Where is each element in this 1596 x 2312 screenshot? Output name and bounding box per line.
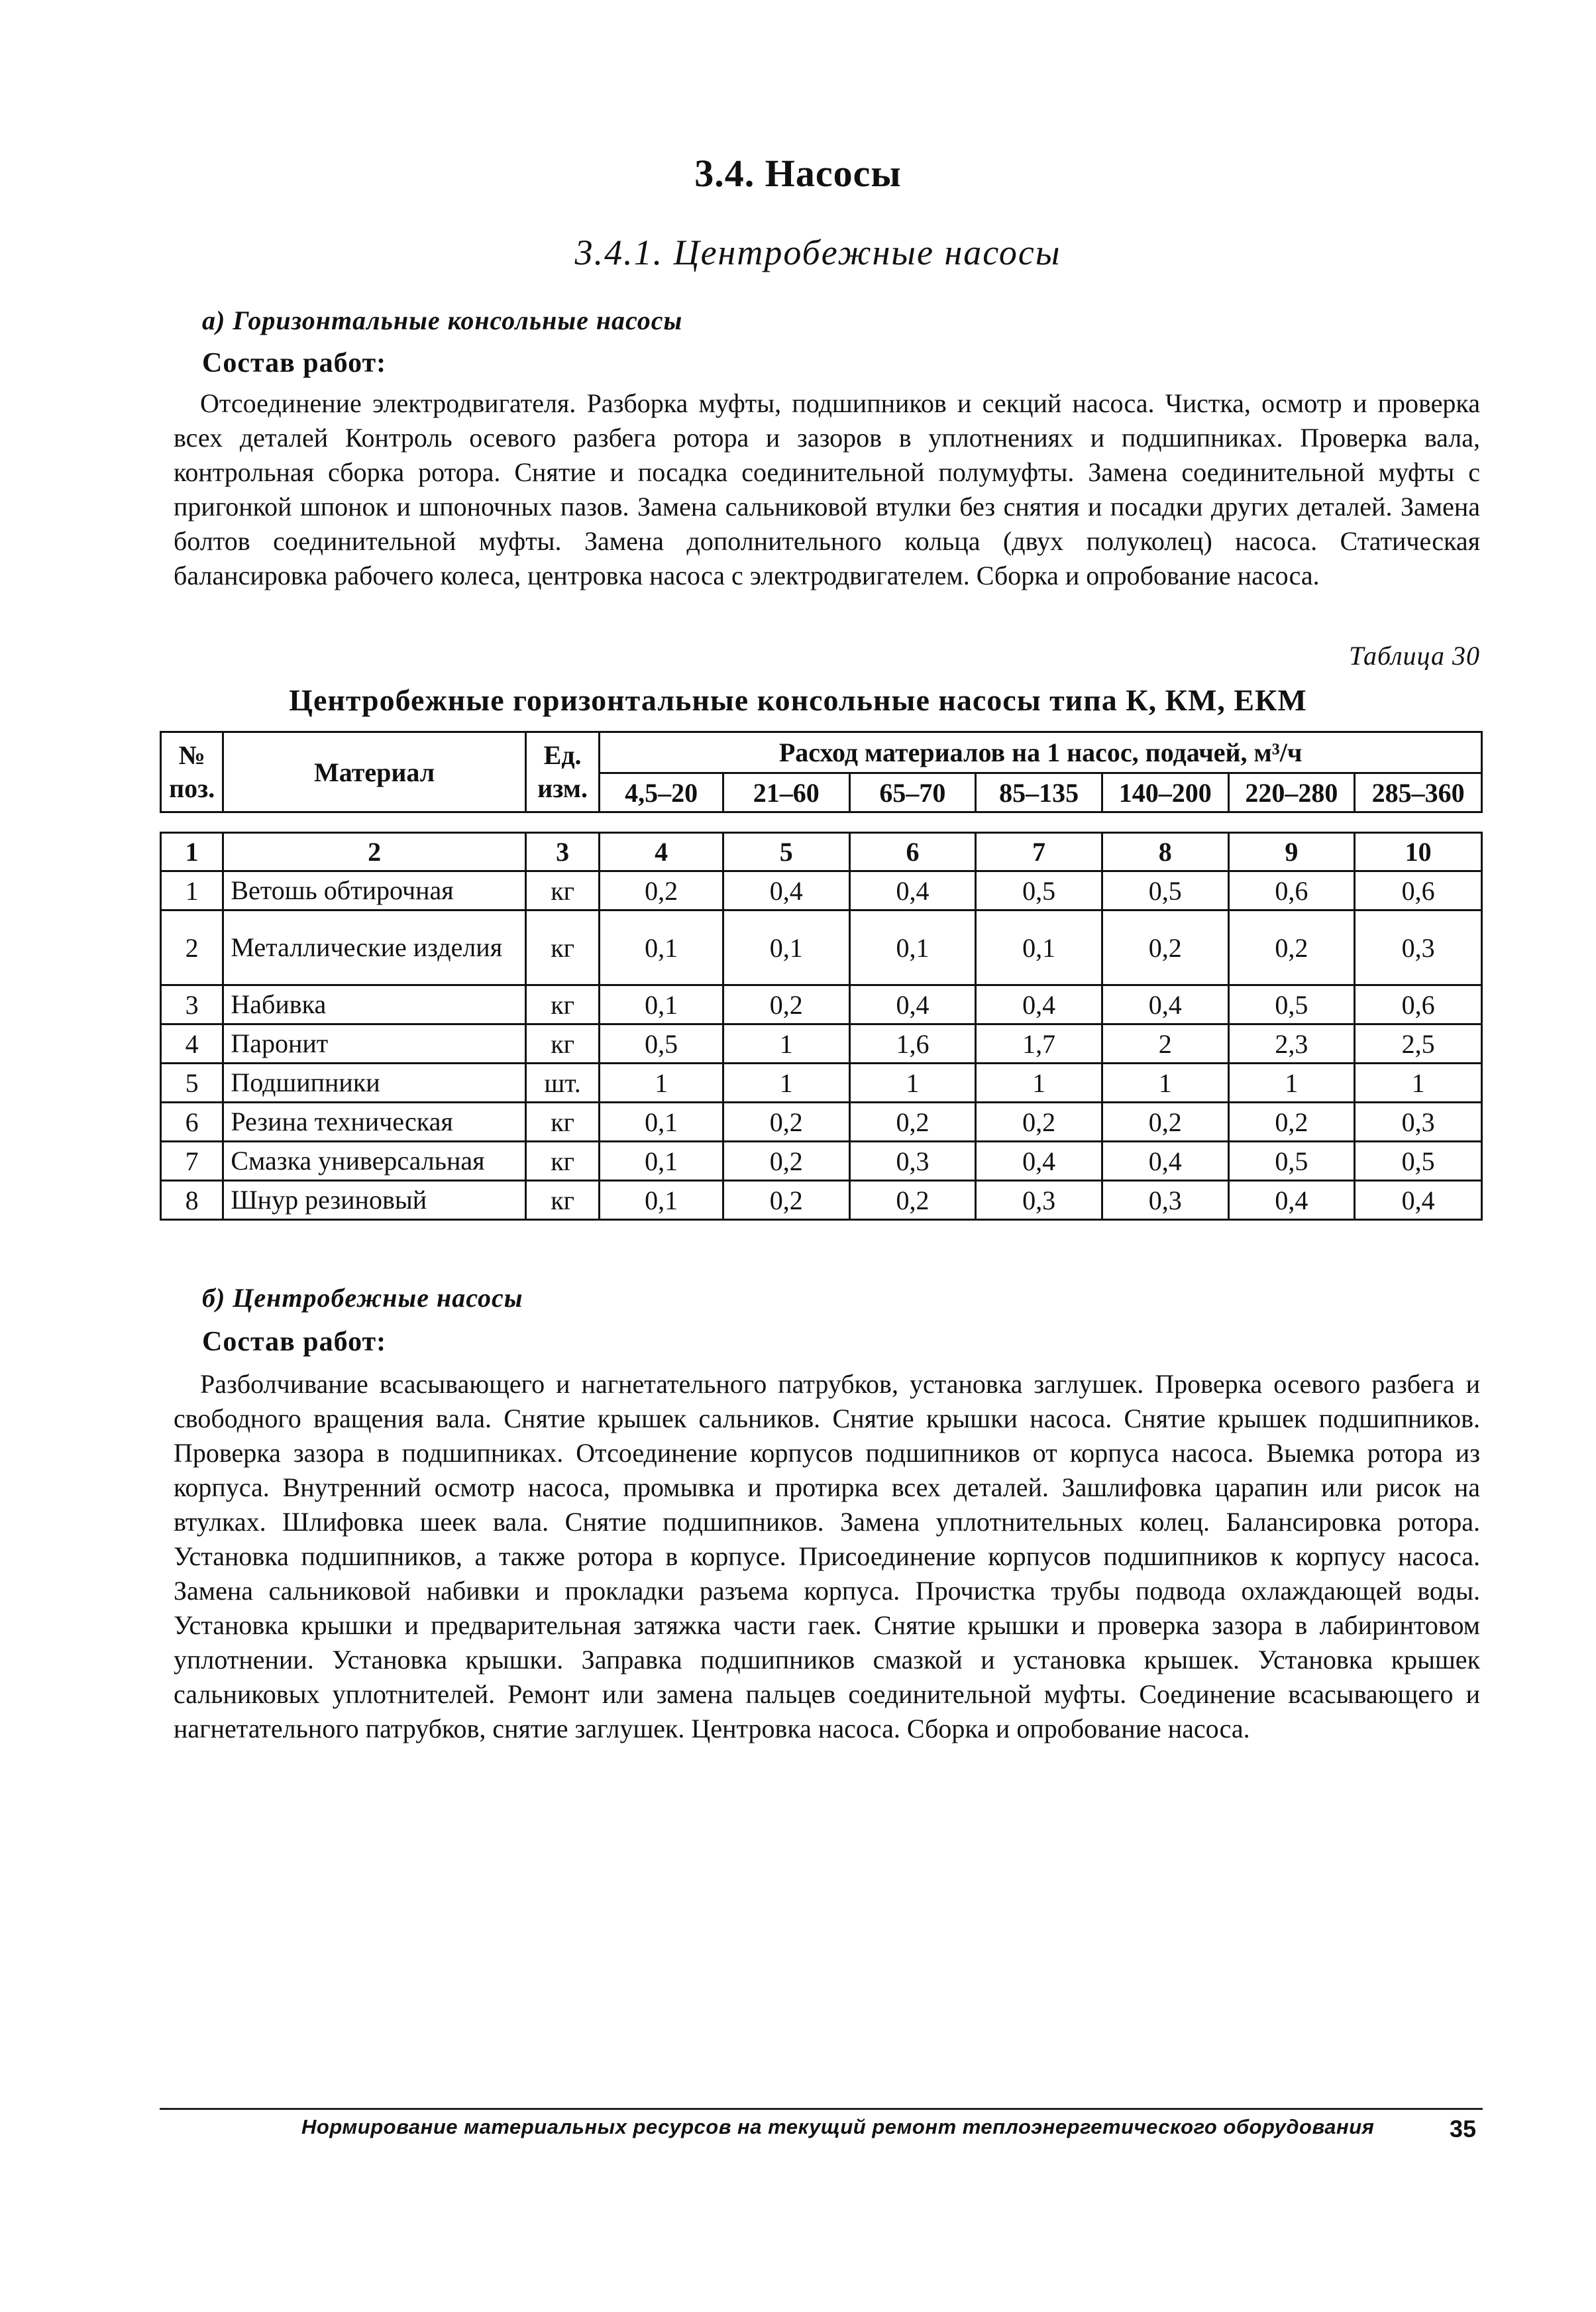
row-value: 0,5 <box>1102 871 1228 910</box>
row-value: 0,3 <box>1102 1181 1228 1220</box>
header-unit: Ед. изм. <box>525 732 599 812</box>
row-value: 0,2 <box>1228 1103 1355 1142</box>
column-number: 6 <box>849 833 976 871</box>
row-num: 6 <box>161 1103 223 1142</box>
part-b-text: Разболчивание всасывающего и нагнетательного патрубков, установка заглушек. Проверка осевого разбега и свободного вращения вала. Снятие крышек сальников. Снятие крышки насоса. Снятие крышек подшипников. Проверка зазора в подшипниках. Отсоединение корпусов подшипников от корпуса насоса. Выемка ротора из корпуса. Внутренний осмотр насоса, промывка и протирка всех деталей. Зашлифовка царапин или рисок на втулках. Шлифовка шеек вала. Снятие подшипников. Замена уплотнительных колец. Балансировка ротора. Установка подшипников, а также ротора в корпусе. Присоединение корпусов подшипников к корпусу насоса. Замена сальниковой набивки и прокладки разъема корпуса. Прочистка трубы подвода охлаждающей воды. Установка крышки и предварительная затяжка части гаек. Снятие крышки и проверка зазора в лабиринтовом уплотнении. Установка крышки. Заправка подшипников смазкой и установка крышек. Установка крышек сальниковых уплотнителей. Ремонт или замена пальцев соединительной муфты. Соединение всасывающего и нагнетательного патрубков, снятие заглушек. Центровка насоса. Сборка и опробование насоса. <box>174 1369 1480 1743</box>
header-num: № поз. <box>161 732 223 812</box>
row-value: 1 <box>723 1064 849 1103</box>
subsection-title: 3.4.1. Центробежные насосы <box>574 233 1061 272</box>
row-value: 0,5 <box>1355 1142 1482 1181</box>
row-value: 0,2 <box>849 1103 976 1142</box>
column-number: 9 <box>1228 833 1355 871</box>
row-value: 0,6 <box>1228 871 1355 910</box>
table-row <box>161 910 1482 985</box>
table-row <box>161 985 1482 1024</box>
part-a-text: Отсоединение электродвигателя. Разборка муфты, подшипников и секций насоса. Чистка, осмотр и проверка всех деталей Контроль осевого разбега ротора и зазоров в уплотнениях и подшипниках. Проверка вала, контрольная сборка ротора. Снятие и посадка соединительной полумуфты. Замена соединительной муфты с пригонкой шпонок и шпоночных пазов. Замена сальниковой втулки без снятия и посадки других деталей. Замена болтов соединительной муфты. Замена дополнительного кольца (двух полуколец) насоса. Статическая балансировка рабочего колеса, центровка насоса с электродвигателем. Сборка и опробование насоса. <box>174 388 1480 590</box>
row-value: 0,2 <box>849 1181 976 1220</box>
row-value: 0,2 <box>976 1103 1102 1142</box>
column-number: 7 <box>976 833 1102 871</box>
row-unit: кг <box>525 910 599 985</box>
footer-text: Нормирование материальных ресурсов на текущий ремонт теплоэнергетического оборудования <box>301 2115 1375 2138</box>
row-value: 0,1 <box>600 1181 723 1220</box>
part-b-work-label: Состав работ: <box>202 1327 387 1357</box>
column-number: 8 <box>1102 833 1228 871</box>
column-number: 5 <box>723 833 849 871</box>
column-number: 4 <box>600 833 723 871</box>
column-numbers-row <box>161 833 1482 871</box>
footer-divider <box>160 2108 1483 2110</box>
row-value: 1 <box>723 1024 849 1064</box>
row-value: 1 <box>976 1064 1102 1103</box>
table-header <box>160 731 1483 813</box>
row-value: 0,2 <box>723 1103 849 1142</box>
row-value: 0,3 <box>976 1181 1102 1220</box>
row-value: 0,4 <box>1102 1142 1228 1181</box>
row-material: Резина техническая <box>223 1103 526 1142</box>
row-value: 2 <box>1102 1024 1228 1064</box>
row-value: 0,2 <box>723 1142 849 1181</box>
row-unit: кг <box>525 1103 599 1142</box>
row-num: 7 <box>161 1142 223 1181</box>
table-row <box>161 1103 1482 1142</box>
row-value: 0,3 <box>849 1142 976 1181</box>
row-value: 0,1 <box>600 910 723 985</box>
column-number: 2 <box>223 833 526 871</box>
part-a-work-label: Состав работ: <box>202 348 387 378</box>
part-a-title: а) Горизонтальные консольные насосы <box>202 305 683 335</box>
part-b-title: б) Центробежные насосы <box>202 1283 523 1313</box>
materials-table <box>160 832 1483 1221</box>
row-material: Смазка универсальная <box>223 1142 526 1181</box>
row-value: 0,5 <box>976 871 1102 910</box>
header-range: 85–135 <box>976 773 1102 812</box>
header-range: 21–60 <box>723 773 849 812</box>
row-value: 0,2 <box>723 1181 849 1220</box>
row-value: 1 <box>1102 1064 1228 1103</box>
row-value: 1 <box>849 1064 976 1103</box>
row-value: 0,1 <box>600 1142 723 1181</box>
row-num: 4 <box>161 1024 223 1064</box>
header-range: 4,5–20 <box>600 773 723 812</box>
row-value: 0,4 <box>976 985 1102 1024</box>
row-num: 2 <box>161 910 223 985</box>
row-value: 0,1 <box>849 910 976 985</box>
page-number: 35 <box>1450 2115 1477 2142</box>
row-material: Подшипники <box>223 1064 526 1103</box>
table-row <box>161 1142 1482 1181</box>
row-value: 0,1 <box>976 910 1102 985</box>
row-value: 1,6 <box>849 1024 976 1064</box>
row-value: 0,6 <box>1355 871 1482 910</box>
row-value: 2,5 <box>1355 1024 1482 1064</box>
row-num: 1 <box>161 871 223 910</box>
row-value: 0,4 <box>1102 985 1228 1024</box>
table-row <box>161 1181 1482 1220</box>
row-unit: кг <box>525 1024 599 1064</box>
row-value: 0,4 <box>849 871 976 910</box>
table-row <box>161 871 1482 910</box>
row-value: 0,1 <box>600 1103 723 1142</box>
table-row <box>161 1024 1482 1064</box>
column-number: 10 <box>1355 833 1482 871</box>
row-value: 0,1 <box>723 910 849 985</box>
row-material: Ветошь обтирочная <box>223 871 526 910</box>
row-material: Набивка <box>223 985 526 1024</box>
header-range: 285–360 <box>1355 773 1482 812</box>
header-consumption: Расход материалов на 1 насос, подачей, м³/ч <box>600 732 1482 773</box>
row-value: 1 <box>1355 1064 1482 1103</box>
table-row <box>161 1064 1482 1103</box>
row-value: 0,2 <box>600 871 723 910</box>
row-value: 0,4 <box>723 871 849 910</box>
row-unit: кг <box>525 1181 599 1220</box>
row-value: 0,5 <box>1228 1142 1355 1181</box>
header-material: Материал <box>223 732 526 812</box>
row-unit: кг <box>525 871 599 910</box>
header-range: 140–200 <box>1102 773 1228 812</box>
table-caption: Таблица 30 <box>1349 641 1480 671</box>
row-value: 0,5 <box>1228 985 1355 1024</box>
row-unit: шт. <box>525 1064 599 1103</box>
row-value: 0,1 <box>600 985 723 1024</box>
section-title: 3.4. Насосы <box>694 152 902 195</box>
header-range: 65–70 <box>849 773 976 812</box>
row-value: 0,4 <box>976 1142 1102 1181</box>
row-value: 0,4 <box>1355 1181 1482 1220</box>
row-unit: кг <box>525 985 599 1024</box>
row-value: 0,6 <box>1355 985 1482 1024</box>
row-num: 5 <box>161 1064 223 1103</box>
row-material: Паронит <box>223 1024 526 1064</box>
row-value: 0,2 <box>1102 1103 1228 1142</box>
row-value: 1 <box>600 1064 723 1103</box>
header-range: 220–280 <box>1228 773 1355 812</box>
table-title: Центробежные горизонтальные консольные насосы типа К, КМ, ЕКМ <box>289 683 1307 717</box>
row-value: 0,4 <box>849 985 976 1024</box>
row-unit: кг <box>525 1142 599 1181</box>
row-value: 1 <box>1228 1064 1355 1103</box>
row-value: 0,2 <box>723 985 849 1024</box>
row-num: 8 <box>161 1181 223 1220</box>
row-material: Шнур резиновый <box>223 1181 526 1220</box>
row-value: 0,5 <box>600 1024 723 1064</box>
row-value: 1,7 <box>976 1024 1102 1064</box>
row-value: 0,2 <box>1102 910 1228 985</box>
row-value: 0,3 <box>1355 1103 1482 1142</box>
column-number: 3 <box>525 833 599 871</box>
row-value: 0,2 <box>1228 910 1355 985</box>
row-material: Металлические изделия <box>223 910 526 985</box>
row-num: 3 <box>161 985 223 1024</box>
column-number: 1 <box>161 833 223 871</box>
row-value: 0,3 <box>1355 910 1482 985</box>
row-value: 2,3 <box>1228 1024 1355 1064</box>
row-value: 0,4 <box>1228 1181 1355 1220</box>
